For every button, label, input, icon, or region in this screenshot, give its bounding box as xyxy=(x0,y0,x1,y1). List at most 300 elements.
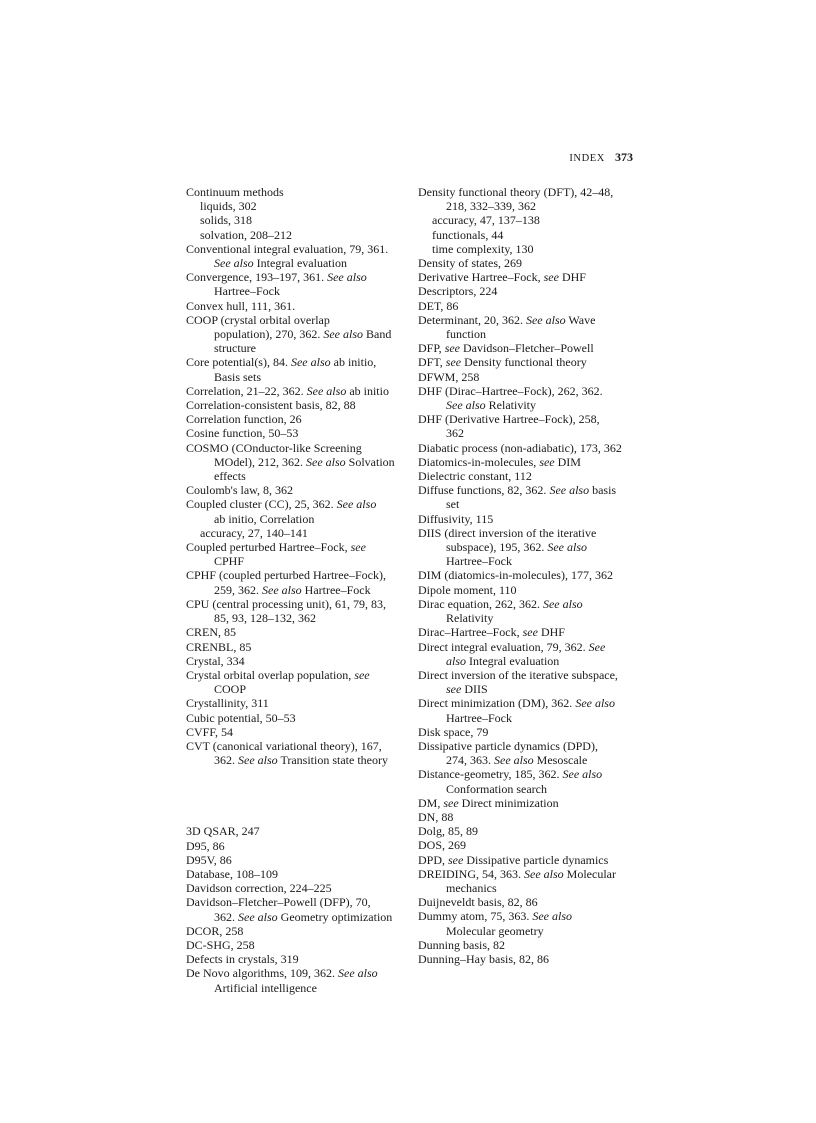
index-text: CVT (canonical variational theory), 167, xyxy=(186,738,382,753)
index-text: Transition state theory xyxy=(277,753,388,768)
index-text: CRENBL, 85 xyxy=(186,639,252,654)
index-text: DC-SHG, 258 xyxy=(186,937,255,952)
index-entry-line xyxy=(186,270,408,284)
see-also-ref: See also xyxy=(259,582,302,597)
index-text: function xyxy=(446,327,486,342)
index-entry-line xyxy=(418,299,640,313)
index-text: Dolg, 85, 89 xyxy=(418,824,478,839)
index-text: Integral evaluation xyxy=(466,653,560,668)
index-text: Integral evaluation xyxy=(253,256,347,271)
index-entry xyxy=(418,625,640,639)
index-entry-line xyxy=(418,483,640,497)
index-entry-line xyxy=(186,924,408,938)
index-text: Database, 108–109 xyxy=(186,866,278,881)
index-entry xyxy=(186,242,408,270)
index-entry-line xyxy=(186,441,408,455)
index-text: basis xyxy=(589,483,617,498)
see-also-ref: See also xyxy=(539,596,583,611)
index-text: CPHF (coupled perturbed Hartree–Fock), xyxy=(186,568,386,583)
index-entry-line xyxy=(418,938,640,952)
index-text: DREIDING, 54, 363. xyxy=(418,866,521,881)
see-also-ref: see xyxy=(347,540,366,555)
index-entry-continuation xyxy=(186,981,408,995)
index-text: Hartree–Fock xyxy=(446,554,512,569)
index-entry-line xyxy=(186,597,408,611)
index-entry-line xyxy=(418,725,640,739)
index-text: Molecular xyxy=(563,866,616,881)
index-entry xyxy=(186,299,408,313)
index-entry xyxy=(418,412,640,440)
index-text: Density functional theory (DFT), 42–48, xyxy=(418,185,614,199)
index-entry-line xyxy=(186,853,408,867)
see-also-ref: see xyxy=(351,667,370,682)
index-entry-line xyxy=(418,838,640,852)
index-text: 3D QSAR, 247 xyxy=(186,824,260,839)
index-text: COSMO (COnductor-like Screening xyxy=(186,440,362,455)
index-entry xyxy=(186,185,408,199)
index-text: DET, 86 xyxy=(418,298,459,313)
index-entry-line xyxy=(418,568,640,582)
index-entry xyxy=(418,640,640,668)
index-text: Diabatic process (non-adiabatic), 173, 362 xyxy=(418,440,622,455)
index-text: MOdel), 212, 362. xyxy=(214,454,303,469)
index-entry-line xyxy=(186,654,408,668)
index-text: DIM xyxy=(554,454,581,469)
index-entry-line xyxy=(186,711,408,725)
index-entry-continuation xyxy=(186,455,408,469)
index-entry-line xyxy=(186,895,408,909)
index-entry xyxy=(186,952,408,966)
index-entry xyxy=(186,938,408,952)
index-entry-continuation xyxy=(418,327,640,341)
index-text: Geometry optimization xyxy=(277,909,393,924)
index-text: CVFF, 54 xyxy=(186,724,234,739)
index-text: Band xyxy=(362,327,392,342)
index-entry-line xyxy=(418,952,640,966)
index-entry xyxy=(418,355,640,369)
index-entry xyxy=(418,938,640,952)
index-subentry: solvation, 208–212 xyxy=(200,227,292,242)
index-entry-continuation xyxy=(418,711,640,725)
index-text: Dirac equation, 262, 362. xyxy=(418,596,540,611)
index-entry-line xyxy=(418,625,640,639)
index-entry-line xyxy=(186,426,408,440)
index-entry xyxy=(418,284,640,298)
index-entry xyxy=(186,441,408,484)
index-entry xyxy=(186,640,408,654)
index-entry xyxy=(186,625,408,639)
index-text: DFP, xyxy=(418,341,442,356)
index-entry xyxy=(186,568,408,596)
index-text: Defects in crystals, 319 xyxy=(186,952,299,967)
index-entry xyxy=(186,355,408,383)
index-text: CPHF xyxy=(214,554,245,569)
index-entry-continuation xyxy=(186,583,408,597)
index-text: Hartree–Fock xyxy=(214,284,280,299)
index-entry xyxy=(186,824,408,838)
index-text: DHF xyxy=(537,625,565,640)
see-also-ref: See also xyxy=(529,909,572,924)
index-entry xyxy=(186,696,408,710)
index-text: Density of states, 269 xyxy=(418,256,522,271)
index-subentry: accuracy, 27, 140–141 xyxy=(200,525,308,540)
index-entry xyxy=(418,909,640,937)
index-entry-line xyxy=(186,398,408,412)
index-entry xyxy=(418,725,640,739)
index-entry xyxy=(418,810,640,824)
index-entry-continuation xyxy=(186,753,408,767)
index-subentry: liquids, 302 xyxy=(200,199,257,214)
index-text: D95, 86 xyxy=(186,838,225,853)
index-text: Solvation xyxy=(345,454,395,469)
index-entry-line xyxy=(418,455,640,469)
page-number: 373 xyxy=(615,150,633,164)
index-entry xyxy=(186,895,408,923)
see-also-ref: See also xyxy=(303,454,346,469)
index-text: Coupled cluster (CC), 25, 362. xyxy=(186,497,334,512)
index-entry-line xyxy=(418,895,640,909)
index-entry-line xyxy=(418,441,640,455)
see-also-ref: See also xyxy=(335,966,378,981)
index-entry xyxy=(186,483,408,497)
index-text: 274, 363. xyxy=(446,753,491,768)
index-entry xyxy=(418,583,640,597)
index-text: Correlation-consistent basis, 82, 88 xyxy=(186,398,356,413)
index-entry-line xyxy=(418,767,640,781)
index-entry xyxy=(418,455,640,469)
index-entry-line xyxy=(186,696,408,710)
index-entry-line xyxy=(186,839,408,853)
index-entry-line xyxy=(418,909,640,923)
index-entry xyxy=(418,270,640,284)
index-text: DM, xyxy=(418,795,441,810)
index-entry xyxy=(186,426,408,440)
index-entry xyxy=(418,185,640,213)
index-entry xyxy=(418,370,640,384)
running-head-label: INDEX xyxy=(569,153,605,164)
see-also-ref: See also xyxy=(572,696,615,711)
see-also-ref: See also xyxy=(324,270,367,285)
index-entry xyxy=(186,853,408,867)
index-text: Convex hull, 111, 361. xyxy=(186,298,296,313)
index-text: Davidson–Fletcher–Powell (DFP), 70, xyxy=(186,895,371,910)
index-text: Direct inversion of the iterative subspace, xyxy=(418,667,618,682)
index-text: Diffuse functions, 82, 362. xyxy=(418,483,547,498)
index-entry xyxy=(418,867,640,895)
index-entry xyxy=(186,924,408,938)
index-text: Direct minimization (DM), 362. xyxy=(418,696,573,711)
index-entry xyxy=(418,668,640,696)
index-block-c xyxy=(186,185,408,767)
index-text: DHF xyxy=(558,270,586,285)
index-text: Molecular geometry xyxy=(446,923,544,938)
index-entry xyxy=(418,441,640,455)
index-entry-continuation xyxy=(186,512,408,526)
index-entry-line xyxy=(418,256,640,270)
index-entry-line xyxy=(418,597,640,611)
index-entry-continuation xyxy=(186,341,408,355)
running-head xyxy=(520,150,633,166)
index-text: Convergence, 193–197, 361. xyxy=(186,270,325,285)
index-entry xyxy=(186,654,408,668)
index-entry-continuation xyxy=(418,554,640,568)
see-also-ref: see xyxy=(445,852,464,867)
index-text: Crystal orbital overlap population, xyxy=(186,667,352,682)
index-entry xyxy=(418,568,640,582)
index-entry-line xyxy=(186,568,408,582)
index-text: Cosine function, 50–53 xyxy=(186,426,299,441)
index-entry xyxy=(186,668,408,696)
see-also-ref: see xyxy=(441,341,461,356)
index-text: DFT, xyxy=(418,355,443,370)
index-text: Correlation function, 26 xyxy=(186,412,302,427)
index-entry-continuation xyxy=(186,611,408,625)
index-entry-line xyxy=(418,185,640,199)
index-entry xyxy=(186,313,408,356)
see-also-ref: See also xyxy=(303,383,347,398)
index-entry-continuation xyxy=(418,881,640,895)
index-entry-continuation xyxy=(418,497,640,511)
see-also-ref: See also xyxy=(235,753,278,768)
index-entry-continuation xyxy=(418,540,640,554)
index-text: Hartree–Fock xyxy=(301,582,371,597)
index-entry-line xyxy=(186,739,408,753)
index-entry xyxy=(418,824,640,838)
index-text: Relativity xyxy=(485,398,536,413)
index-entry-line xyxy=(418,526,640,540)
index-entry-continuation xyxy=(418,426,640,440)
index-text: ab initio xyxy=(346,383,389,398)
index-entry-line xyxy=(186,881,408,895)
index-text: 259, 362. xyxy=(214,582,259,597)
index-text: Dunning basis, 82 xyxy=(418,937,505,952)
index-entry-continuation xyxy=(418,924,640,938)
see-also-ref: See xyxy=(585,639,606,654)
index-text: Dummy atom, 75, 363. xyxy=(418,909,530,924)
index-entry xyxy=(418,341,640,355)
index-text: DPD, xyxy=(418,852,446,867)
index-entry xyxy=(186,540,408,568)
see-also-ref: See also xyxy=(214,256,254,271)
index-text: population), 270, 362. xyxy=(214,327,321,342)
index-entry-continuation xyxy=(418,611,640,625)
index-entry-line xyxy=(418,384,640,398)
index-entry-line xyxy=(186,938,408,952)
index-entry-line xyxy=(186,497,408,511)
index-entry-line xyxy=(186,952,408,966)
index-entry xyxy=(186,966,408,994)
index-text: Basis sets xyxy=(214,369,262,384)
index-text: ab initio, Correlation xyxy=(214,511,315,526)
index-text: Artificial intelligence xyxy=(214,980,317,995)
index-entry xyxy=(418,952,640,966)
index-text: Density functional theory xyxy=(461,355,587,370)
index-text: De Novo algorithms, 109, 362. xyxy=(186,966,335,981)
index-text: Derivative Hartree–Fock, xyxy=(418,270,541,285)
index-entry xyxy=(186,597,408,625)
index-entry xyxy=(186,412,408,426)
index-text: Relativity xyxy=(446,611,494,626)
index-entry-line xyxy=(186,867,408,881)
see-also-ref: See also xyxy=(521,866,564,881)
index-entry-continuation xyxy=(418,654,640,668)
index-entry-line xyxy=(418,696,640,710)
index-text: DIIS xyxy=(461,682,488,697)
see-also-ref: also xyxy=(446,653,467,668)
index-subentry: functionals, 44 xyxy=(432,227,504,242)
index-entry xyxy=(186,497,408,525)
index-entry xyxy=(418,512,640,526)
index-entry-continuation xyxy=(186,910,408,924)
index-entry-line xyxy=(186,966,408,980)
index-text: structure xyxy=(214,341,256,356)
index-column-left xyxy=(186,185,408,995)
index-block-d-continued xyxy=(418,185,640,966)
index-entry xyxy=(418,696,640,724)
letter-gap xyxy=(186,767,408,824)
index-text: Continuum methods xyxy=(186,185,284,199)
index-text: Determinant, 20, 362. xyxy=(418,312,523,327)
see-also-ref: See also xyxy=(287,355,331,370)
index-text: DIIS (direct inversion of the iterative xyxy=(418,525,597,540)
index-entry xyxy=(186,867,408,881)
index-text: COOP xyxy=(214,682,247,697)
see-also-ref: See also xyxy=(235,909,278,924)
index-text: Core potential(s), 84. xyxy=(186,355,288,370)
index-text: DN, 88 xyxy=(418,809,454,824)
index-text: 85, 93, 128–132, 362 xyxy=(214,611,316,626)
index-text: subspace), 195, 362. xyxy=(446,540,545,555)
index-entry-line xyxy=(418,853,640,867)
index-text: Dielectric constant, 112 xyxy=(418,469,532,484)
see-also-ref: see xyxy=(540,270,559,285)
index-text: Crystallinity, 311 xyxy=(186,696,269,711)
index-text: set xyxy=(446,497,460,512)
index-subentry: time complexity, 130 xyxy=(432,241,534,256)
index-entry xyxy=(418,299,640,313)
see-also-ref: see xyxy=(519,625,538,640)
index-text: Duijneveldt basis, 82, 86 xyxy=(418,895,538,910)
index-entry xyxy=(418,469,640,483)
index-entry-line xyxy=(186,668,408,682)
index-entry xyxy=(418,853,640,867)
index-entry xyxy=(418,739,640,767)
index-text: Direct integral evaluation, 79, 362. xyxy=(418,639,586,654)
index-entry-line xyxy=(418,370,640,384)
index-text: Dissipative particle dynamics (DPD), xyxy=(418,738,598,753)
index-entry-continuation xyxy=(186,284,408,298)
see-also-ref: See also xyxy=(546,483,590,498)
index-entry-line xyxy=(418,270,640,284)
index-text: Hartree–Fock xyxy=(446,710,512,725)
index-entry-line xyxy=(418,796,640,810)
index-entry xyxy=(418,796,640,810)
index-text: Descriptors, 224 xyxy=(418,284,498,299)
see-also-ref: see xyxy=(446,682,462,697)
index-entry-line xyxy=(418,313,640,327)
index-text: DHF (Dirac–Hartree–Fock), 262, 362. xyxy=(418,383,603,398)
index-text: Dirac–Hartree–Fock, xyxy=(418,625,520,640)
see-also-ref: See also xyxy=(320,327,363,342)
index-entry-line xyxy=(418,412,640,426)
index-entry-line xyxy=(418,824,640,838)
index-entry-line xyxy=(186,299,408,313)
index-entry xyxy=(418,767,640,795)
see-also-ref: See also xyxy=(446,398,486,413)
index-subentry: accuracy, 47, 137–138 xyxy=(432,213,540,228)
index-text: Direct minimization xyxy=(458,795,559,810)
index-entry-line xyxy=(186,313,408,327)
index-text: DOS, 269 xyxy=(418,838,467,853)
index-text: DHF (Derivative Hartree–Fock), 258, xyxy=(418,412,600,427)
index-entry-line xyxy=(186,640,408,654)
index-text: Correlation, 21–22, 362. xyxy=(186,383,304,398)
index-text: COOP (crystal orbital overlap xyxy=(186,312,330,327)
index-text: Cubic potential, 50–53 xyxy=(186,710,296,725)
index-text: Diatomics-in-molecules, xyxy=(418,454,537,469)
index-entry xyxy=(186,398,408,412)
index-text: Coupled perturbed Hartree–Fock, xyxy=(186,540,348,555)
index-entry-line xyxy=(186,185,408,199)
index-entry xyxy=(186,270,408,298)
index-entry-continuation xyxy=(186,370,408,384)
index-entry-line xyxy=(418,739,640,753)
index-entry-continuation xyxy=(186,256,408,270)
index-entry xyxy=(418,384,640,412)
see-also-ref: see xyxy=(536,454,555,469)
index-entry-line xyxy=(418,512,640,526)
index-entry-line xyxy=(186,384,408,398)
index-entry-continuation xyxy=(418,199,640,213)
see-also-ref: See also xyxy=(522,312,566,327)
index-entry-line xyxy=(418,469,640,483)
index-column-right xyxy=(418,185,640,966)
index-entry-line xyxy=(186,625,408,639)
see-also-ref: See also xyxy=(333,497,377,512)
index-entry-line xyxy=(186,483,408,497)
index-entry xyxy=(186,711,408,725)
index-entry xyxy=(186,725,408,739)
index-entry-line xyxy=(186,725,408,739)
see-also-ref: See also xyxy=(559,767,603,782)
index-entry-continuation xyxy=(186,682,408,696)
index-entry xyxy=(418,256,640,270)
index-text: Dipole moment, 110 xyxy=(418,582,517,597)
index-text: Conformation search xyxy=(446,781,547,796)
index-text: DFWM, 258 xyxy=(418,369,480,384)
index-text: Coulomb's law, 8, 362 xyxy=(186,483,294,498)
index-text: Davidson–Fletcher–Powell xyxy=(460,341,594,356)
index-entry-line xyxy=(186,540,408,554)
index-entry-continuation xyxy=(418,753,640,767)
index-entry xyxy=(186,839,408,853)
index-entry-line xyxy=(418,810,640,824)
index-text: 218, 332–339, 362 xyxy=(446,199,536,214)
index-text: D95V, 86 xyxy=(186,852,232,867)
index-entry-continuation xyxy=(186,554,408,568)
see-also-ref: See also xyxy=(544,540,587,555)
index-entry-line xyxy=(418,640,640,654)
index-entry-line xyxy=(186,412,408,426)
index-entry xyxy=(418,597,640,625)
index-entry-line xyxy=(418,355,640,369)
index-entry-line xyxy=(186,824,408,838)
index-entry xyxy=(418,526,640,569)
index-text: Dissipative particle dynamics xyxy=(463,852,609,867)
index-text: Disk space, 79 xyxy=(418,724,489,739)
index-text: ab initio, xyxy=(330,355,377,370)
see-also-ref: See also xyxy=(491,753,534,768)
